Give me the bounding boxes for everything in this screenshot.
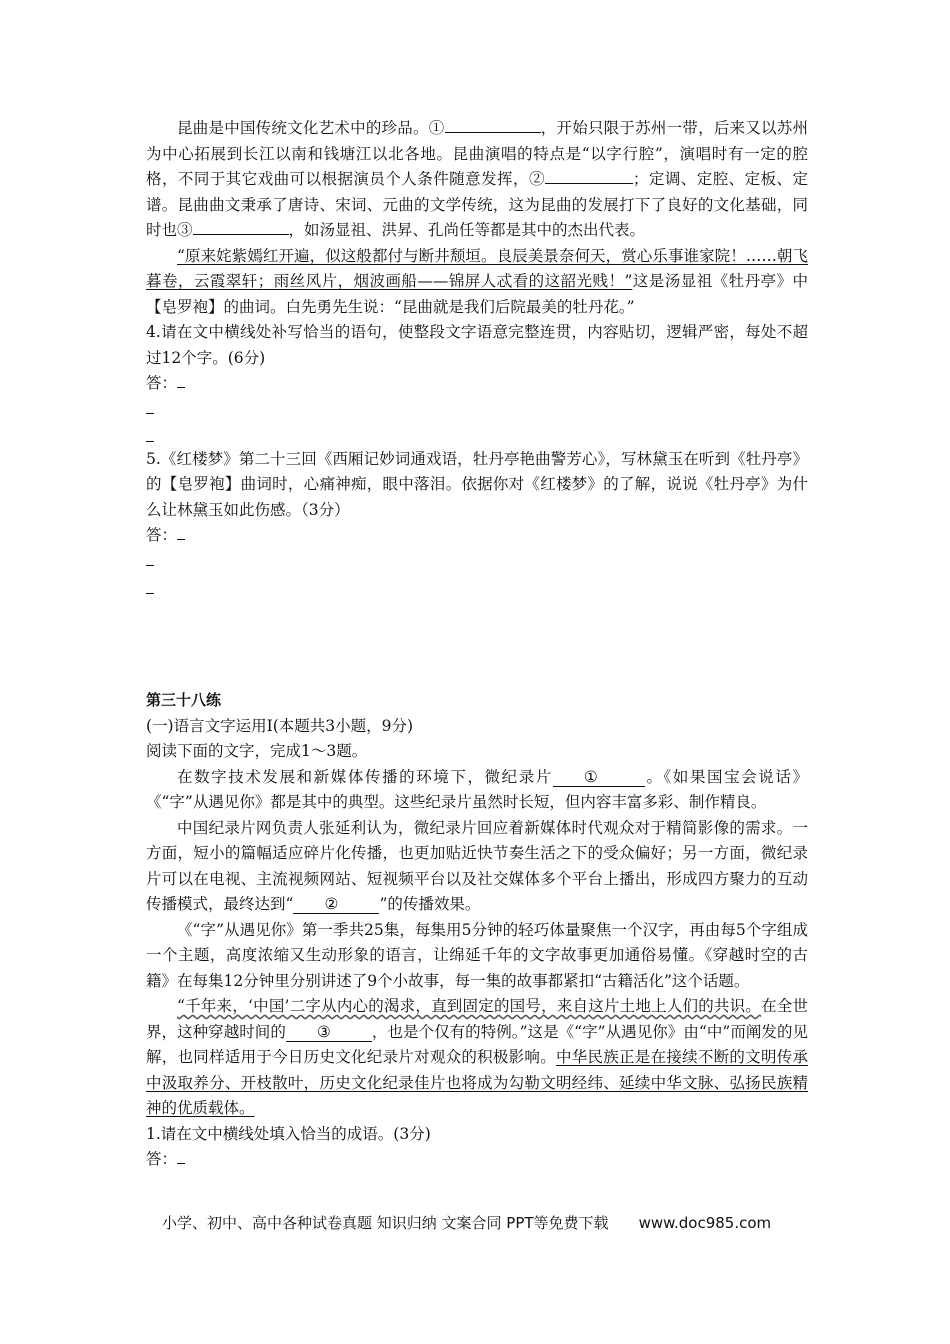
answer-label: 答： — [146, 1150, 178, 1168]
answer-label: 答： — [146, 526, 178, 544]
paragraph-1 — [146, 765, 808, 816]
answer-blank[interactable] — [146, 579, 154, 594]
para-text: 这是汤显祖《牡丹亭》中【皂罗袍】的曲词。白先勇先生说：“昆曲就是我们后院最美的牡丹花。” — [146, 272, 808, 316]
para-text: 在全世界，这种穿越时间的 — [146, 997, 808, 1041]
wavy-underlined-quote: “千年来，‘中国’二字从内心的渴求，直到固定的国号，来自这片土地上人们的共识。 — [177, 997, 762, 1015]
exercise-title: 第三十八练 — [146, 691, 222, 709]
question-1: 1.请在文中横线处填入恰当的成语。(3分) — [146, 1124, 431, 1143]
blank-3[interactable] — [193, 234, 289, 235]
answer-line — [146, 523, 808, 549]
instruction: 阅读下面的文字，完成1～3题。 — [146, 742, 368, 760]
para-text: ，也是个仅有的特例。”这是《“字”从遇见你》由“中”而阐发的见解，也同样适用于今日历史文化纪录片对观众的积极影响。 — [146, 1022, 808, 1066]
quote-paragraph — [146, 244, 808, 321]
answer-line-3 — [146, 577, 808, 605]
question-5: 5.《红楼梦》第二十三回《西厢记妙词通戏语，牡丹亭艳曲警芳心》，写林黛玉在听到《牡丹亭》的【皂罗袍】曲词时，心痛神痴，眼中落泪。依据你对《红楼梦》的了解，说说《牡丹亭》为什么让林黛玉如此伤感。（3分） — [146, 449, 808, 519]
answer-line — [146, 1147, 808, 1173]
underlined-sentence: 中华民族正是在接续不断的文明传承中汲取养分、开枝散叶，历史文化纪录佳片也将成为勾勒文明经纬、延续中华文脉、弘扬民族精神的优质载体。 — [146, 1048, 808, 1117]
para-text: 。《如果国宝会说话》《“字”从遇见你》都是其中的典型。这些纪录片虽然时长短，但内容丰富多彩、制作精良。 — [146, 767, 808, 811]
answer-blank[interactable] — [146, 427, 154, 442]
underlined-quote: “原来姹紫嫣红开遍，似这般都付与断井颓垣。良辰美景奈何天，赏心乐事谁家院！……朝飞暮卷，云霞翠轩；雨丝风片，烟波画船——锦屏人忒看的这韶光贱！” — [146, 246, 808, 290]
answer-label: 答： — [146, 374, 178, 392]
answer-blank[interactable] — [177, 373, 185, 388]
blank-2[interactable]: ② — [293, 895, 379, 914]
para-text: 昆曲是中国传统文化艺术中的珍品。① — [177, 119, 445, 137]
blank-2[interactable] — [545, 183, 633, 184]
answer-blank[interactable] — [177, 1149, 185, 1164]
blank-1[interactable]: ① — [553, 768, 645, 787]
paragraph-2 — [146, 816, 808, 918]
question-4: 4.请在文中横线处补写恰当的语句，使整段文字语意完整连贯，内容贴切，逻辑严密，每处不超过12个字。(6分) — [146, 323, 808, 367]
answer-blank[interactable] — [146, 399, 154, 414]
answer-blank[interactable] — [177, 525, 185, 540]
part2 — [146, 688, 808, 1173]
answer-line-2 — [146, 549, 808, 577]
section-heading: (一)语言文字运用Ⅰ(本题共3小题，9分) — [146, 716, 414, 735]
paragraph-4 — [146, 994, 808, 1122]
answer-line-3 — [146, 425, 808, 447]
para-text: ”的传播效果。 — [379, 895, 481, 913]
kunqu-paragraph — [146, 116, 808, 244]
answer-line-2 — [146, 397, 808, 425]
para-text: ；定调、定腔、定板、定谱。昆曲曲文秉承了唐诗、宋词、元曲的文学传统，这为昆曲的发展打下了良好的文化基础，同时也③ — [146, 170, 808, 239]
answer-line — [146, 371, 808, 397]
blank-1[interactable] — [445, 132, 541, 133]
blank-3[interactable]: ③ — [286, 1023, 372, 1042]
para-text: ，开始只限于苏州一带，后来又以苏州为中心拓展到长江以南和钱塘江以北各地。昆曲演唱的特点是“以字行腔”，演唱时有一定的腔格，不同于其它戏曲可以根据演员个人条件随意发挥，② — [146, 119, 808, 188]
footer-site-link[interactable]: www.doc985.com — [638, 1214, 772, 1232]
part1 — [146, 116, 808, 605]
footer-text: 小学、初中、高中各种试卷真题 知识归纳 文案合同 PPT等免费下载 — [162, 1214, 609, 1232]
page-footer — [162, 1212, 802, 1233]
para-text: 在数字技术发展和新媒体传播的环境下，微纪录片 — [177, 767, 553, 786]
answer-blank[interactable] — [146, 551, 154, 566]
para-text: ，如汤显祖、洪昇、孔尚任等都是其中的杰出代表。 — [288, 221, 646, 239]
paragraph-3: 《“字”从遇见你》第一季共25集，每集用5分钟的轻巧体量聚焦一个汉字，再由每5个字组成一个主题，高度浓缩又生动形象的语言，让绵延千年的文字故事更加通俗易懂。《穿越时空的古籍》在每集12分钟里分别讲述了9个小故事，每一集的故事都紧扣“古籍活化”这个话题。 — [146, 920, 808, 990]
para-text: 中国纪录片网负责人张延利认为，微纪录片回应着新媒体时代观众对于精简影像的需求。一方面，短小的篇幅适应碎片化传播，也更加贴近快节奏生活之下的受众偏好；另一方面，微纪录片可以在电视、主流视频网站、短视频平台以及社交媒体多个平台上播出，形成四方聚力的互动传播模式，最终达到“ — [146, 818, 808, 913]
